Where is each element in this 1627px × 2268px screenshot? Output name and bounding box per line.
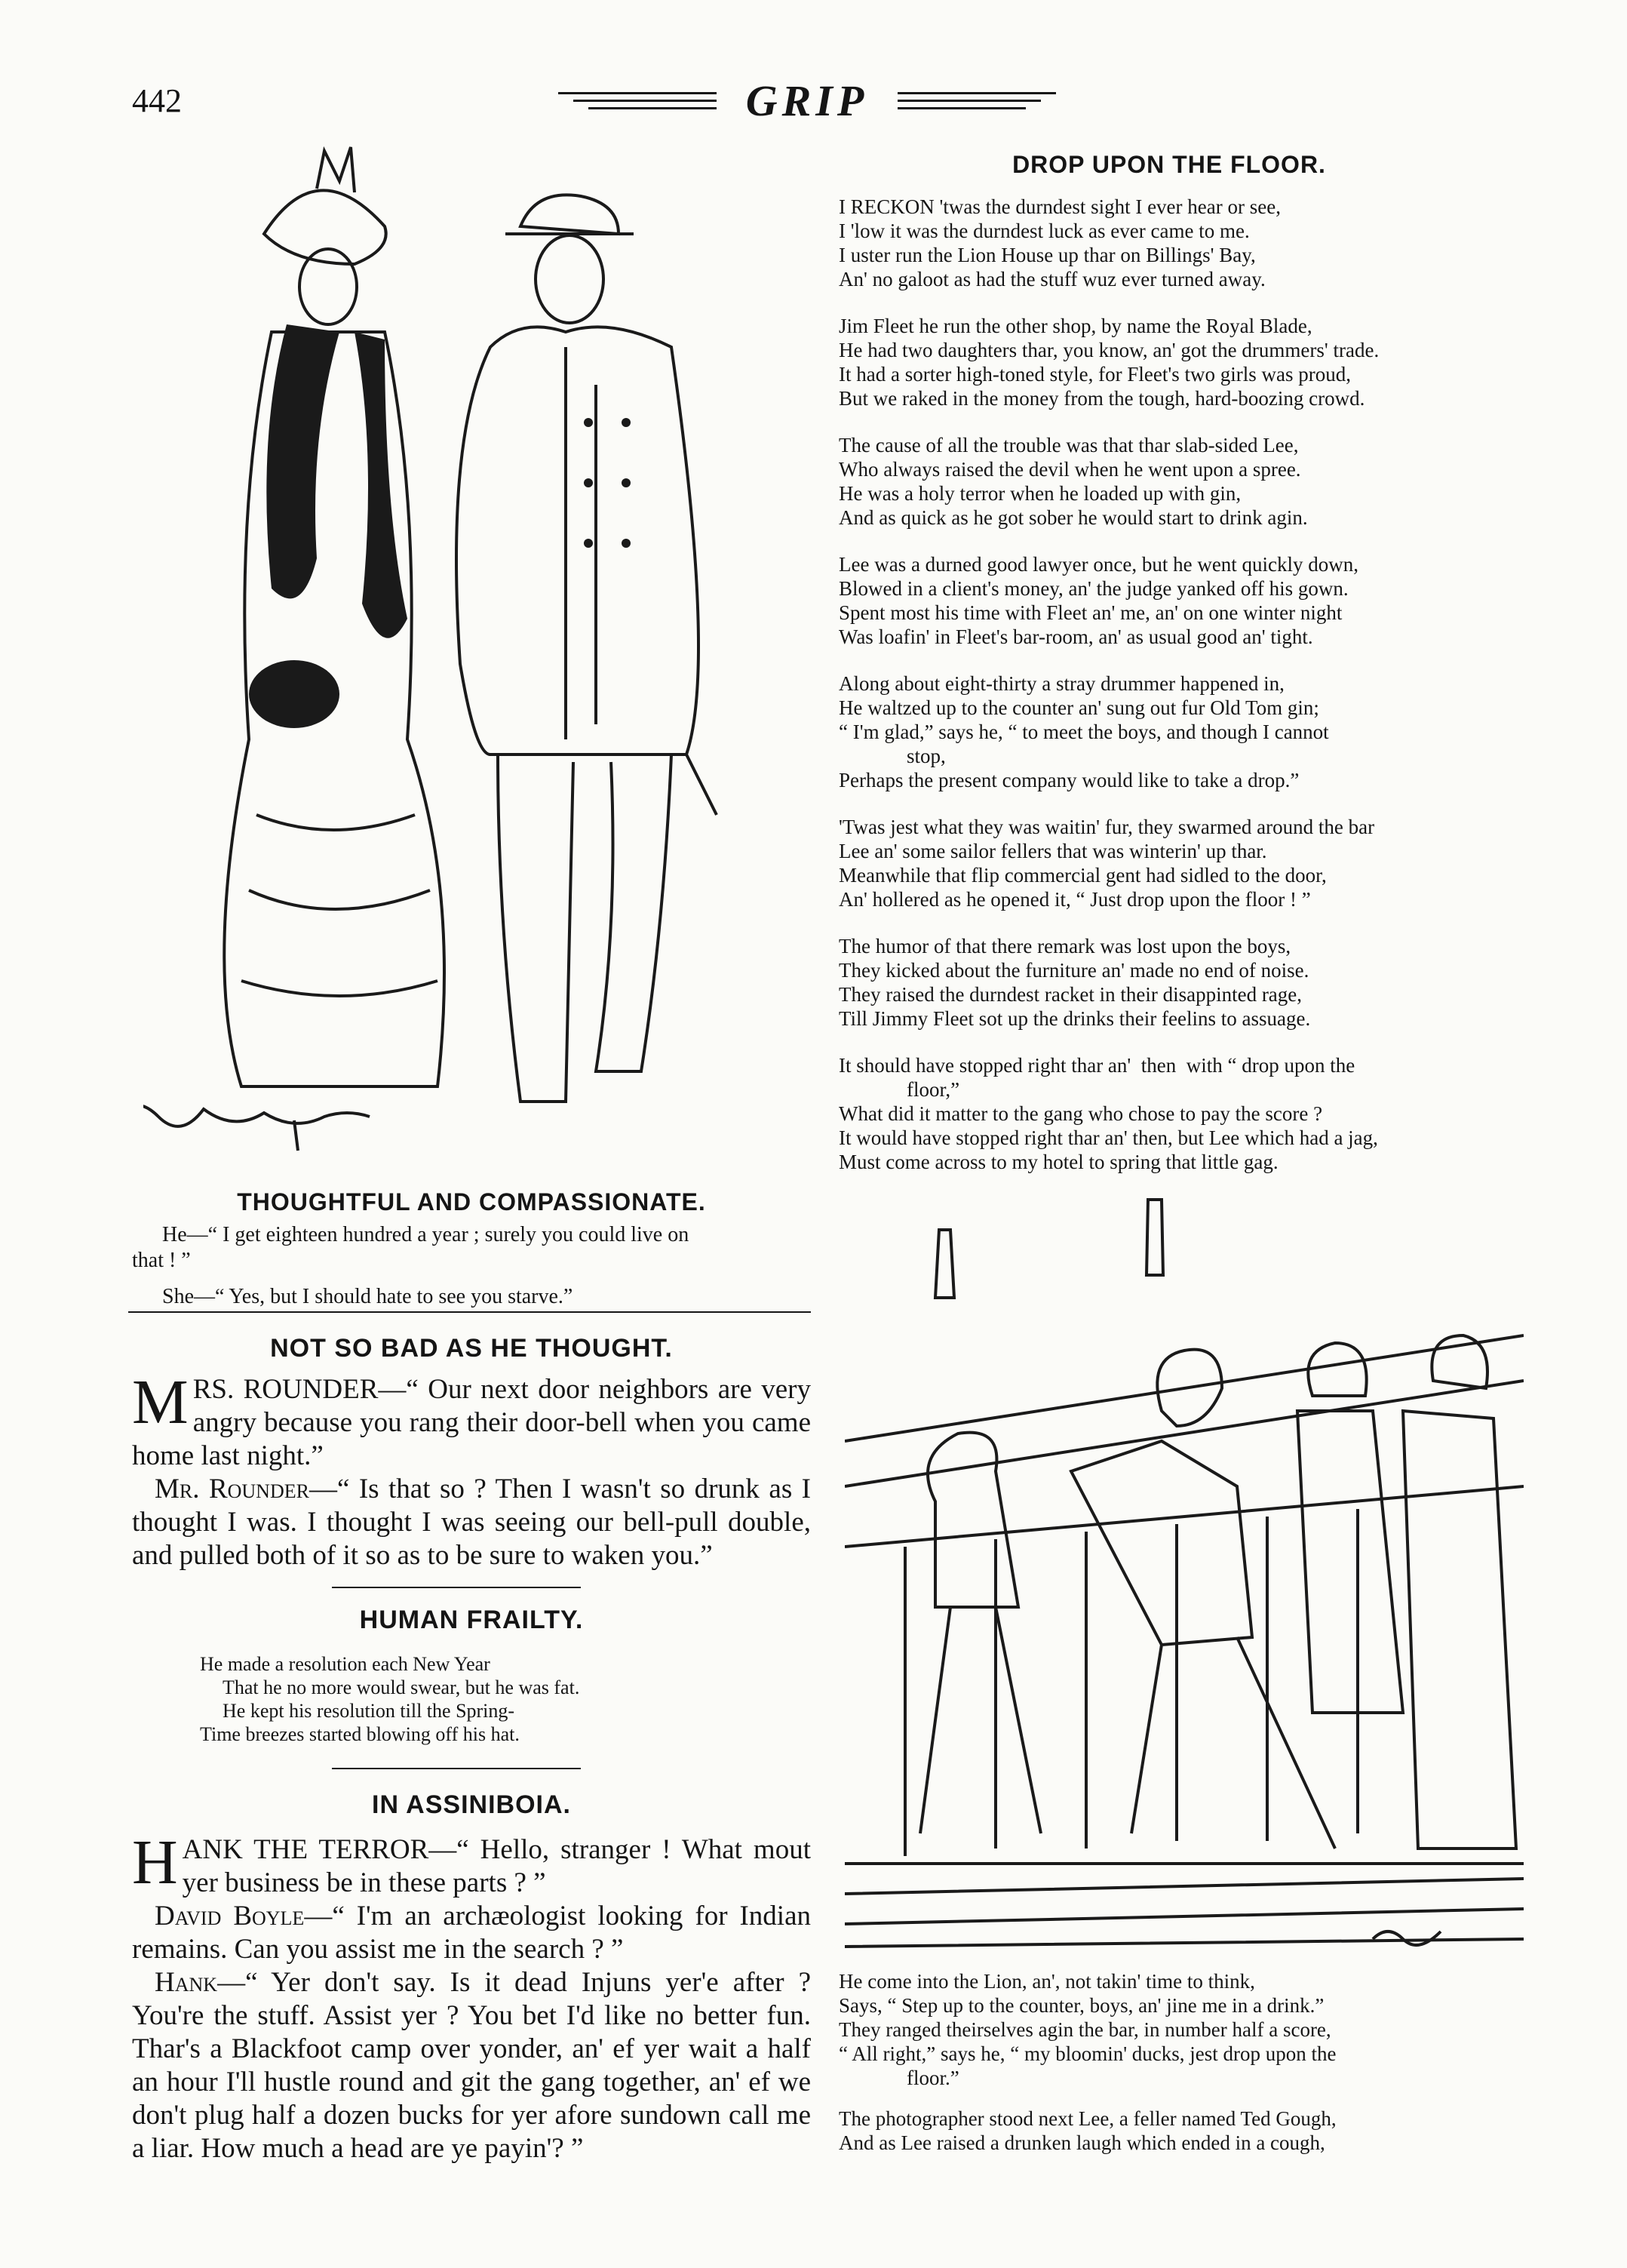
- poem-line: It would have stopped right thar an' then, but Lee which had a jag,: [839, 1126, 1378, 1149]
- masthead-title: GRIP: [745, 76, 869, 125]
- muff: [249, 660, 339, 728]
- hat-feathers: [317, 147, 355, 192]
- drop-cap-m: M: [132, 1367, 189, 1437]
- frailty-line: Time breezes started blowing off his hat.: [200, 1723, 520, 1745]
- frailty-line: He made a resolution each New Year: [200, 1653, 490, 1675]
- counter-panels: [905, 1509, 1358, 1856]
- heming-signature-stroke: [143, 1105, 370, 1151]
- poem-line: “ All right,” says he, “ my bloomin' ducks, jest drop upon the: [839, 2042, 1337, 2065]
- thoughtful-line-1: He—“ I get eighteen hundred a year ; surely you could live on: [162, 1223, 689, 1246]
- poem-line: Was loafin' in Fleet's bar-room, an' as usual good an' tight.: [839, 625, 1313, 648]
- poem-line: But we raked in the money from the tough, hard-boozing crowd.: [839, 387, 1365, 410]
- figure-left: [920, 1433, 1041, 1833]
- human-frailty-verse: [200, 1652, 803, 1746]
- couple-illustration: [143, 136, 784, 1177]
- frailty-line: That he no more would swear, but he was fat.: [223, 1676, 580, 1698]
- poem-line: And as Lee raised a drunken laugh which ended in a cough,: [839, 2131, 1325, 2154]
- thoughtful-dialogue: [132, 1222, 811, 1310]
- short-divider: [332, 1768, 581, 1769]
- poem-line: “ I'm glad,” says he, “ to meet the boys, and though I cannot: [839, 721, 1329, 743]
- woman-face: [299, 249, 357, 324]
- poem-line: They kicked about the furniture an' made no end of noise.: [839, 959, 1309, 982]
- bar-fight-illustration: [845, 1185, 1524, 1954]
- poem-line: Along about eight-thirty a stray drummer happened in,: [839, 672, 1285, 695]
- not-so-bad-para-2: —“ Is that so ? Then I wasn't so drunk as I thought I was. I thought I was seeing our bell-pull double, and pulled both of it so as to be sure to waken you.”: [132, 1474, 811, 1571]
- poem-continuation: [839, 1969, 1518, 2177]
- assiniboia-para-2: —“ I'm an archæologist looking for Indian remains. Can you assist me in the search ? ”: [132, 1901, 811, 1965]
- assiniboia-para-1: ANK THE TERROR—“ Hello, stranger ! What mout yer business be in these parts ? ”: [182, 1834, 811, 1898]
- poem-line: I RECKON 'twas the durndest sight I ever hear or see,: [839, 195, 1281, 218]
- poem-stanza: [839, 671, 1518, 792]
- poem-line: Lee an' some sailor fellers that was winterin' up thar.: [839, 840, 1267, 862]
- drop-upon-floor-poem: [839, 195, 1518, 1197]
- poem-line: They raised the durndest racket in their disappinted rage,: [839, 983, 1303, 1006]
- poem-stanza: [839, 815, 1518, 911]
- poem-line: floor,”: [907, 1078, 960, 1101]
- poem-line: What did it matter to the gang who chose to pay the score ?: [839, 1102, 1323, 1125]
- poem-line: stop,: [907, 745, 946, 767]
- cane: [686, 754, 717, 815]
- bottles: [935, 1200, 1163, 1298]
- figure-right: [1403, 1335, 1516, 1849]
- poem-line: I 'low it was the durndest luck as ever came to me.: [839, 220, 1250, 242]
- poem-line: Jim Fleet he run the other shop, by name the Royal Blade,: [839, 315, 1312, 337]
- floorboards: [845, 1879, 1524, 1947]
- poem-stanza: [839, 934, 1518, 1031]
- masthead: [551, 75, 1048, 128]
- drop-cap-h: H: [132, 1827, 178, 1898]
- poem-line: He was a holy terror when he loaded up with gin,: [839, 482, 1242, 505]
- speaker-david-boyle: David Boyle: [155, 1901, 305, 1931]
- poem-line: Perhaps the present company would like to take a drop.”: [839, 769, 1300, 791]
- poem-line: Blowed in a client's money, an' the judge yanked off his gown.: [839, 577, 1349, 600]
- poem-line: Till Jimmy Fleet sot up the drinks their feelins to assuage.: [839, 1007, 1311, 1030]
- poem-line: It had a sorter high-toned style, for Fleet's two girls was proud,: [839, 363, 1351, 386]
- poem-line: He come into the Lion, an', not takin' time to think,: [839, 1970, 1255, 1993]
- poem-line: The humor of that there remark was lost upon the boys,: [839, 935, 1291, 957]
- speaker-mr-rounder: Mr. Rounder: [155, 1474, 309, 1504]
- thoughtful-line-3: She—“ Yes, but I should hate to see you starve.”: [162, 1285, 573, 1308]
- section-divider: [128, 1311, 811, 1313]
- not-so-bad-title: NOT SO BAD AS HE THOUGHT.: [270, 1334, 673, 1363]
- thoughtful-line-2: that ! ”: [132, 1249, 191, 1272]
- poem-line: Lee was a durned good lawyer once, but he went quickly down,: [839, 553, 1359, 576]
- man-hat: [505, 195, 634, 234]
- moulin-signature-stroke: [1373, 1931, 1441, 1945]
- speaker-hank: Hank: [155, 1967, 218, 1998]
- poem-line: I uster run the Lion House up thar on Billings' Bay,: [839, 244, 1256, 266]
- frailty-line: He kept his resolution till the Spring-: [223, 1700, 515, 1722]
- man-coat: [456, 327, 698, 754]
- poem-line: The photographer stood next Lee, a feller named Ted Gough,: [839, 2107, 1337, 2130]
- poem-line: 'Twas jest what they was waitin' fur, they swarmed around the bar: [839, 816, 1375, 838]
- poem-line: Meanwhile that flip commercial gent had sidled to the door,: [839, 864, 1327, 887]
- poem-line: He had two daughters thar, you know, an' got the drummers' trade.: [839, 339, 1380, 361]
- not-so-bad-body: [132, 1367, 811, 1572]
- poem-stanza: [839, 1053, 1518, 1174]
- bar-counter: [845, 1486, 1524, 1864]
- not-so-bad-para-1: RS. ROUNDER—“ Our next door neighbors are very angry because you rang their door-bell when you came home last night.”: [132, 1374, 811, 1471]
- poem-line: And as quick as he got sober he would start to drink agin.: [839, 506, 1308, 529]
- poem-line: It should have stopped right thar an' then with “ drop upon the: [839, 1054, 1355, 1077]
- human-frailty-title: HUMAN FRAILTY.: [359, 1606, 584, 1634]
- poem-line: The cause of all the trouble was that thar slab-sided Lee,: [839, 434, 1299, 456]
- poem-line: An' hollered as he opened it, “ Just drop upon the floor ! ”: [839, 888, 1311, 911]
- poem-stanza: [839, 195, 1518, 291]
- dress-folds: [241, 815, 437, 996]
- poem-stanza: [839, 552, 1518, 649]
- poem-stanza: [839, 314, 1518, 410]
- short-divider: [332, 1587, 581, 1588]
- fur-boa-right: [355, 332, 407, 638]
- poem-line: Says, “ Step up to the counter, boys, an' jine me in a drink.”: [839, 1994, 1325, 2017]
- figure-back: [1297, 1343, 1403, 1713]
- poem-line: Who always raised the devil when he went upon a spree.: [839, 458, 1301, 481]
- assiniboia-title: IN ASSINIBOIA.: [372, 1790, 571, 1819]
- assiniboia-body: [132, 1827, 811, 2165]
- man-face: [536, 235, 603, 323]
- thoughtful-title: THOUGHTFUL AND COMPASSIONATE.: [237, 1188, 706, 1215]
- poem-line: They ranged theirselves agin the bar, in number half a score,: [839, 2018, 1331, 2041]
- poem-line: He waltzed up to the counter an' sung out fur Old Tom gin;: [839, 696, 1319, 719]
- drop-upon-floor-title: DROP UPON THE FLOOR.: [1012, 151, 1326, 178]
- figure-center: [1071, 1441, 1335, 1849]
- poem-line: Must come across to my hotel to spring that little gag.: [839, 1151, 1279, 1173]
- woman-hat: [264, 190, 386, 264]
- poem-line: An' no galoot as had the stuff wuz ever turned away.: [839, 268, 1266, 290]
- page-number: 442: [132, 82, 182, 119]
- poem-stanza: [839, 433, 1518, 530]
- assiniboia-para-3: —“ Yer don't say. Is it dead Injuns yer'e after ? You're the stuff. Assist yer ? You bet I'd like no better fun. Thar's a Blackfoot camp over yonder, an' ef yer wait a half an hour I'll hustle round and git the gang together, an' ef we don't plug half a dozen bucks for yer afore sundown call me a liar. How much a head are ye payin'? ”: [132, 1967, 811, 2164]
- poem-line: Spent most his time with Fleet an' me, an' on one winter night: [839, 601, 1343, 624]
- shelf-lines: [845, 1335, 1524, 1486]
- poem-line: floor.”: [907, 2067, 959, 2089]
- fur-boa: [266, 324, 339, 598]
- man-trousers: [498, 754, 671, 1102]
